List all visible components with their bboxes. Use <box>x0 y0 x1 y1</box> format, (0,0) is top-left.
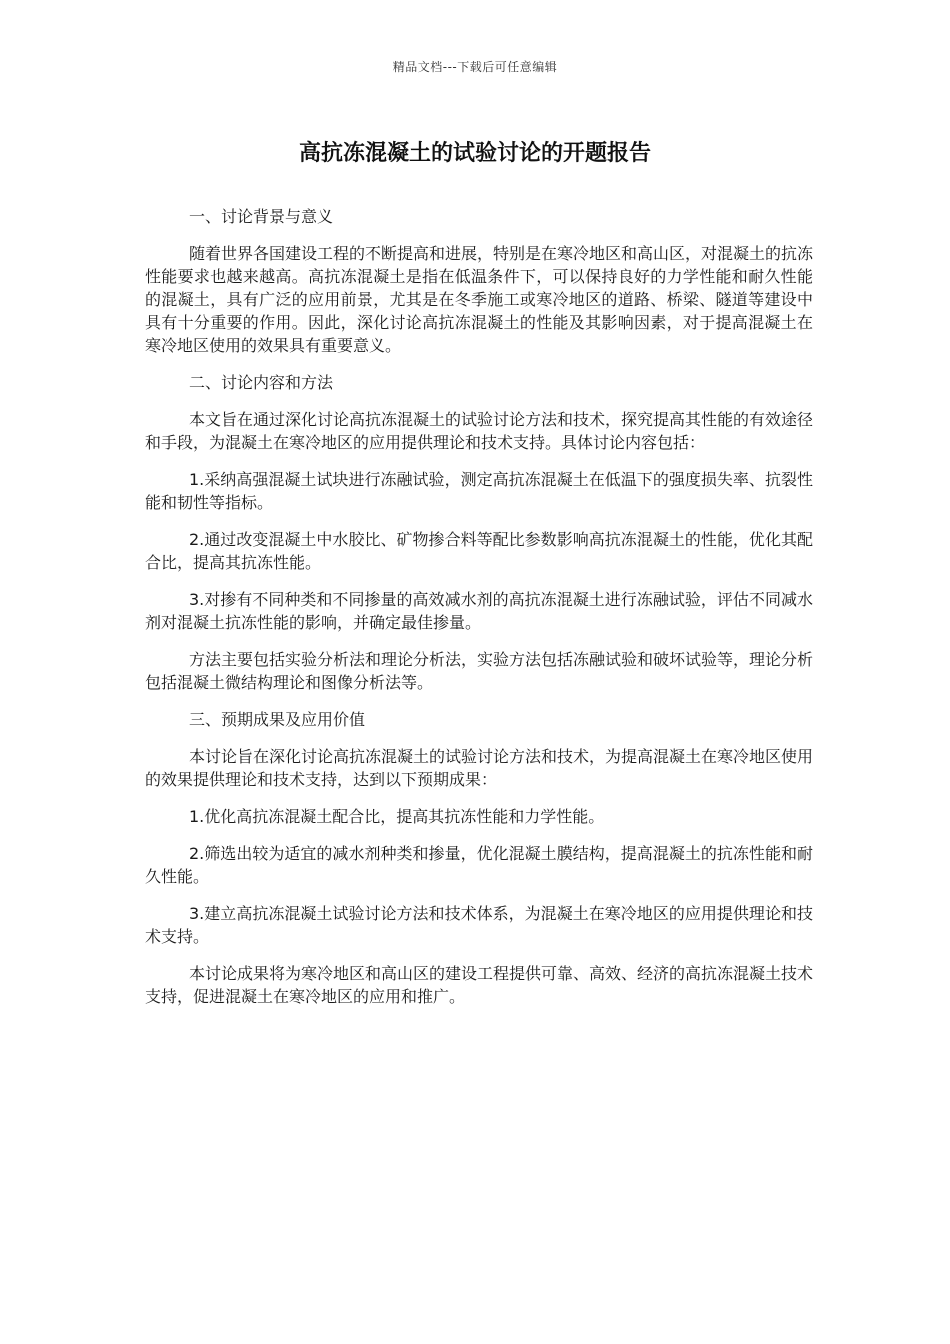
paragraph-methods: 方法主要包括实验分析法和理论分析法，实验方法包括冻融试验和破坏试验等，理论分析包括混凝土微结构理论和图像分析法等。 <box>145 650 814 692</box>
section-heading-background: 一、讨论背景与意义 <box>189 207 334 226</box>
list-item-result-1: 1.优化高抗冻混凝土配合比，提高其抗冻性能和力学性能。 <box>189 807 605 826</box>
paragraph-background: 随着世界各国建设工程的不断提高和进展，特别是在寒冷地区和高山区，对混凝土的抗冻性能要求也越来越高。高抗冻混凝土是指在低温条件下，可以保持良好的力学性能和耐久性能的混凝土，具有广泛的应用前景，尤其是在冬季施工或寒冷地区的道路、桥梁、隧道等建设中具有十分重要的作用。因此，深化讨论高抗冻混凝土的性能及其影响因素，对于提高混凝土在寒冷地区使用的效果具有重要意义。 <box>145 244 814 355</box>
list-item-result-2: 2.筛选出较为适宜的减水剂种类和掺量，优化混凝土膜结构，提高混凝土的抗冻性能和耐久性能。 <box>145 844 813 886</box>
list-item-content-2: 2.通过改变混凝土中水胶比、矿物掺合料等配比参数影响高抗冻混凝土的性能，优化其配合比，提高其抗冻性能。 <box>145 530 813 572</box>
list-item-content-3: 3.对掺有不同种类和不同掺量的高效减水剂的高抗冻混凝土进行冻融试验，评估不同减水剂对混凝土抗冻性能的影响，并确定最佳掺量。 <box>145 590 813 632</box>
section-heading-expected-results: 三、预期成果及应用价值 <box>189 710 366 729</box>
paragraph-content-intro: 本文旨在通过深化讨论高抗冻混凝土的试验讨论方法和技术，探究提高其性能的有效途径和手段，为混凝土在寒冷地区的应用提供理论和技术支持。具体讨论内容包括： <box>145 410 814 452</box>
section-heading-content-methods: 二、讨论内容和方法 <box>189 373 334 392</box>
document-body <box>145 205 813 1022</box>
header-note: 精品文档---下载后可任意编辑 <box>392 60 558 74</box>
list-item-content-1: 1.采纳高强混凝土试块进行冻融试验，测定高抗冻混凝土在低温下的强度损失率、抗裂性能和韧性等指标。 <box>145 470 813 512</box>
list-item-result-3: 3.建立高抗冻混凝土试验讨论方法和技术体系，为混凝土在寒冷地区的应用提供理论和技术支持。 <box>145 904 813 946</box>
paragraph-conclusion: 本讨论成果将为寒冷地区和高山区的建设工程提供可靠、高效、经济的高抗冻混凝土技术支持，促进混凝土在寒冷地区的应用和推广。 <box>145 964 814 1006</box>
paragraph-expected-intro: 本讨论旨在深化讨论高抗冻混凝土的试验讨论方法和技术，为提高混凝土在寒冷地区使用的效果提供理论和技术支持，达到以下预期成果： <box>145 747 814 789</box>
document-title: 高抗冻混凝土的试验讨论的开题报告 <box>298 141 651 166</box>
